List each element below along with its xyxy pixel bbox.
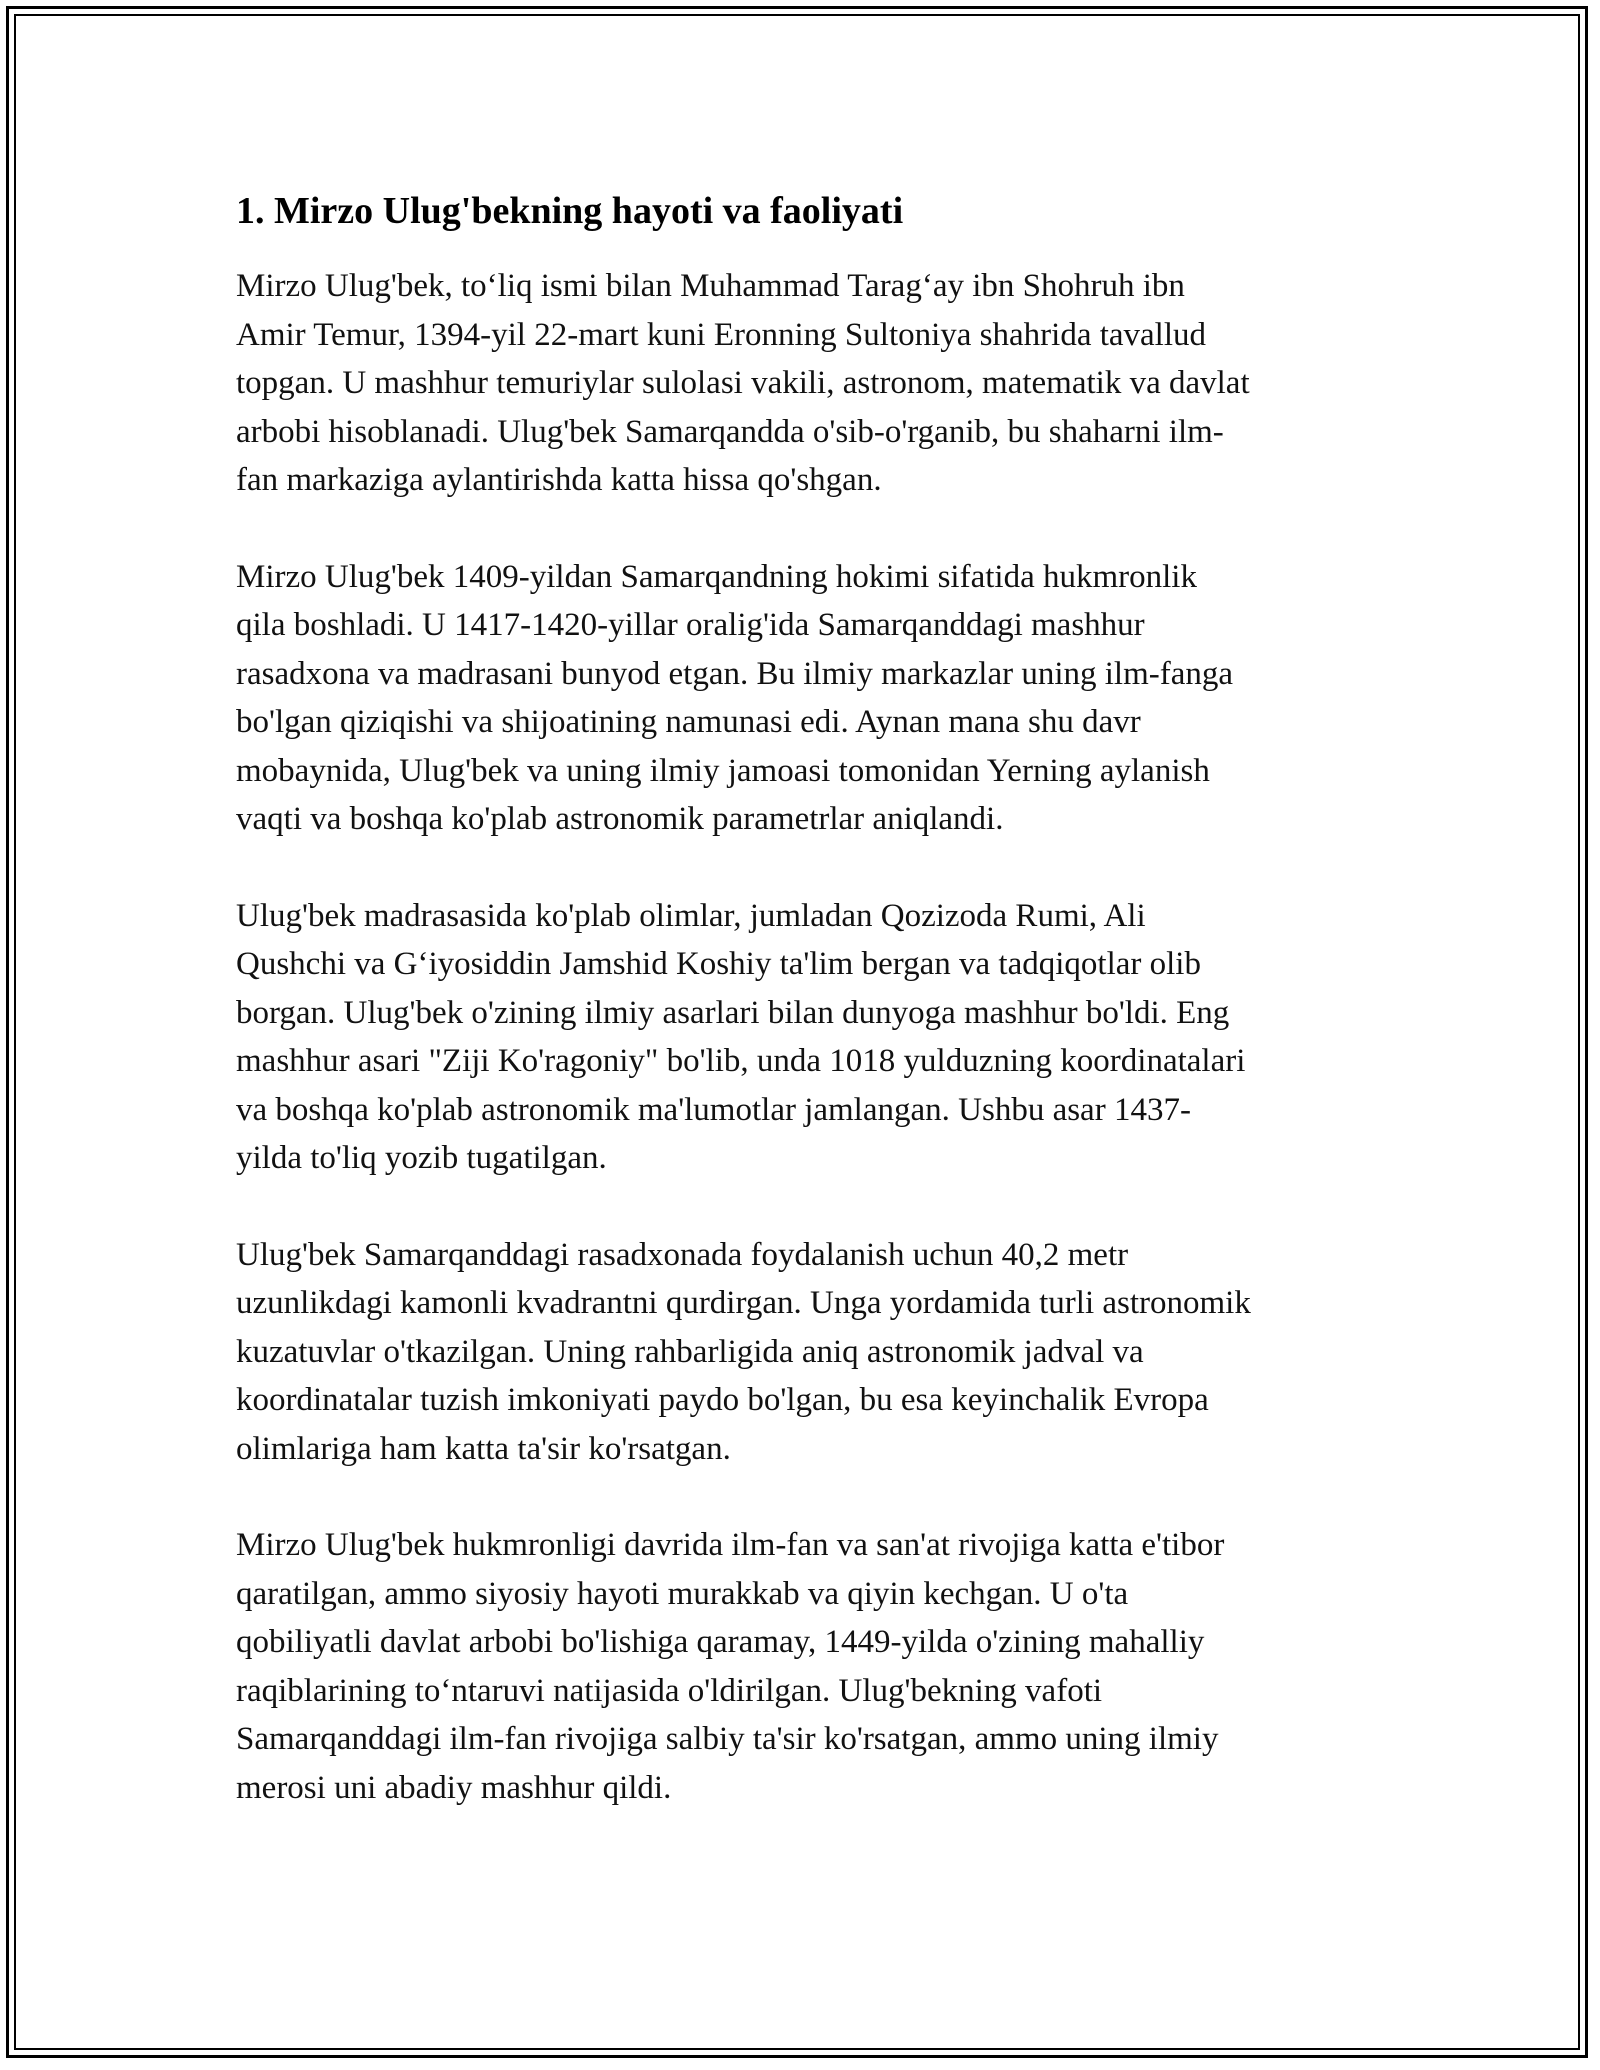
text-line: rasadxona va madrasani bunyod etgan. Bu ilmiy markazlar uning ilm-fanga — [236, 655, 1234, 692]
text-line: Ulug'bek madrasasida ko'plab olimlar, jumladan Qozizoda Rumi, Ali — [236, 897, 1146, 934]
text-line: uzunlikdagi kamonli kvadrantni qurdirgan. Unga yordamida turli astronomik — [236, 1285, 1251, 1321]
text-line: vaqti va boshqa ko'plab astronomik parametrlar aniqlandi. — [236, 801, 1004, 837]
text-line: qila boshladi. U 1417-1420-yillar oralig'ida Samarqanddagi mashhur — [236, 607, 1145, 643]
text-line: kuzatuvlar o'tkazilgan. Uning rahbarligida aniq astronomik jadval va — [236, 1333, 1144, 1370]
text-line: fan markaziga aylantirishda katta hissa qo'shgan. — [236, 462, 882, 498]
text-line: qobiliyatli davlat arbobi bo'lishiga qaramay, 1449-yilda o'zining mahalliy — [236, 1624, 1205, 1660]
text-line: qaratilgan, ammo siyosiy hayoti murakkab va qiyin kechgan. U o'ta — [236, 1575, 1129, 1612]
text-line: bo'lgan qiziqishi va shijoatining namunasi edi. Aynan mana shu davr — [236, 704, 1141, 740]
text-line: arbobi hisoblanadi. Ulug'bek Samarqandda o'sib-o'rganib, bu shaharni ilm- — [236, 413, 1224, 450]
text-line: mashhur asari "Ziji Ko'ragoniy" bo'lib, unda 1018 yulduzning koordinatalari — [236, 1043, 1246, 1079]
text-line: mobaynida, Ulug'bek va uning ilmiy jamoasi tomonidan Yerning aylanish — [236, 752, 1210, 789]
text-line: va boshqa ko'plab astronomik ma'lumotlar jamlangan. Ushbu asar 1437- — [236, 1091, 1191, 1128]
text-line: Mirzo Ulug'bek, to‘liq ismi bilan Muhammad Tarag‘ay ibn Shohruh ibn — [236, 268, 1185, 304]
text-line: raqiblarining to‘ntaruvi natijasida o'ldirilgan. Ulug'bekning vafoti — [236, 1672, 1103, 1709]
text-line: Mirzo Ulug'bek hukmronligi davrida ilm-fan va san'at rivojiga katta e'tibor — [236, 1527, 1225, 1563]
document-body — [236, 186, 1368, 1860]
paragraph-2 — [236, 553, 1368, 844]
text-line: merosi uni abadiy mashhur qildi. — [236, 1769, 672, 1806]
text-line: Ulug'bek Samarqanddagi rasadxonada foydalanish uchun 40,2 metr — [236, 1236, 1129, 1273]
text-line: Samarqanddagi ilm-fan rivojiga salbiy ta'sir ko'rsatgan, ammo uning ilmiy — [236, 1721, 1219, 1757]
text-line: borgan. Ulug'bek o'zining ilmiy asarlari bilan dunyoga mashhur bo'ldi. Eng — [236, 994, 1230, 1031]
paragraph-1 — [236, 262, 1368, 505]
document-title: 1. Mirzo Ulug'bekning hayoti va faoliyati — [236, 190, 904, 232]
paragraph-5 — [236, 1521, 1368, 1812]
text-line: topgan. U mashhur temuriylar sulolasi vakili, astronom, matematik va davlat — [236, 365, 1250, 401]
text-line: Mirzo Ulug'bek 1409-yildan Samarqandning hokimi sifatida hukmronlik — [236, 558, 1197, 595]
paragraph-3 — [236, 892, 1368, 1183]
text-line: yilda to'liq yozib tugatilgan. — [236, 1140, 607, 1176]
text-line: Amir Temur, 1394-yil 22-mart kuni Eronning Sultoniya shahrida tavallud — [236, 316, 1207, 353]
text-line: koordinatalar tuzish imkoniyati paydo bo'lgan, bu esa keyinchalik Evropa — [236, 1382, 1209, 1418]
paragraph-4 — [236, 1231, 1368, 1474]
text-line: Qushchi va G‘iyosiddin Jamshid Koshiy ta'lim bergan va tadqiqotlar olib — [236, 946, 1201, 982]
text-line: olimlariga ham katta ta'sir ko'rsatgan. — [236, 1430, 731, 1467]
